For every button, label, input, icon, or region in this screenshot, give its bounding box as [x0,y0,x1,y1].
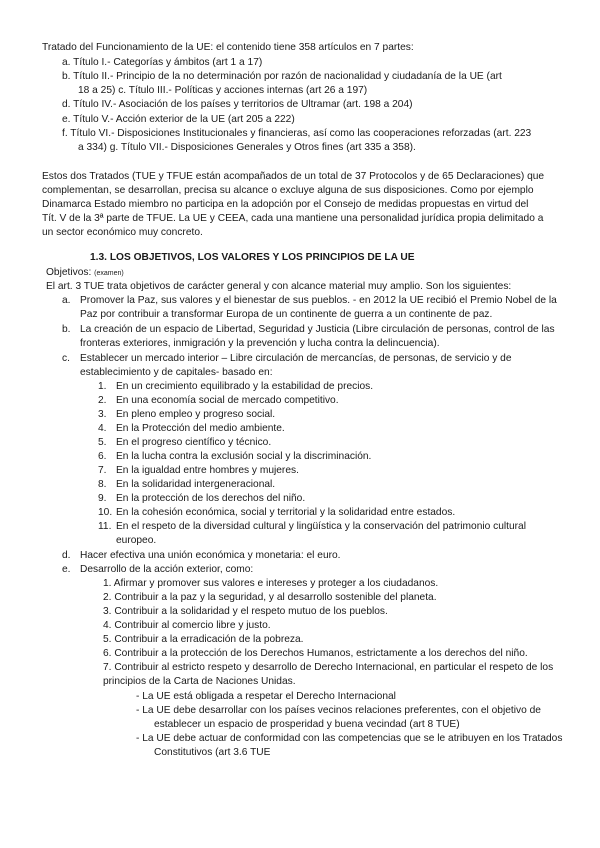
item-a-line: Paz por contribuir a transformar Europa de un continente de guerra a un continente de paz. [80,309,493,320]
item-b-line: fronteras exteriores, inmigración y la prevención y lucha contra la delincuencia). [80,338,440,349]
section-title: 1.3. LOS OBJETIVOS, LOS VALORES Y LOS PRINCIPIOS DE LA UE [90,252,415,263]
c-sub-number: 10. [98,507,113,518]
list-marker: a. [62,295,71,306]
c-sub-text: En la lucha contra la exclusión social y la discriminación. [116,451,372,462]
list-marker: d. [62,550,71,561]
objetivos-note: (examen) [94,270,124,277]
paragraph-line: Dinamarca Estado miembro no participa en la adopción por el Consejo de medidas propuestas en virtud del [42,199,529,210]
c-sub-number: 11. [98,521,112,532]
c-sub-number: 2. [98,395,107,406]
list-marker: b. [62,324,71,335]
c-sub-text: En un crecimiento equilibrado y la estabilidad de precios. [116,381,374,392]
c-sub-text: En la protección de los derechos del niño. [116,493,306,504]
e-sub-item: 2. Contribuir a la paz y la seguridad, y al desarrollo sostenible del planeta. [103,592,437,603]
c-sub-text: En la igualdad entre hombres y mujeres. [116,465,299,476]
art3-intro: El art. 3 TUE trata objetivos de carácter general y con alcance material muy amplio. Son los siguientes: [46,281,512,292]
c-sub-text: En una economía social de mercado competitivo. [116,395,339,406]
e-sub-item: 5. Contribuir a la erradicación de la pobreza. [103,634,304,645]
e-sub-item: 4. Contribuir al comercio libre y justo. [103,620,271,631]
c-sub-number: 8. [98,479,107,490]
c-sub-number: 9. [98,493,107,504]
item-d-line: Hacer efectiva una unión económica y monetaria: el euro. [80,550,341,561]
item-e-line: Desarrollo de la acción exterior, como: [80,564,254,575]
dash-item: - La UE debe actuar de conformidad con las competencias que se le atribuyen en los Tratados [136,733,563,744]
e-sub-item: 7. Contribuir al estricto respeto y desarrollo de Derecho Internacional, en particular el respeto de los [103,662,554,673]
c-sub-text: En pleno empleo y progreso social. [116,409,276,420]
item-c-line: Establecer un mercado interior – Libre circulación de mercancías, de personas, de servicio y de [80,353,512,364]
e-sub-item: 6. Contribuir a la protección de los Derechos Humanos, estrictamente a los derechos del niño. [103,648,528,659]
item-c-line: establecimiento y de capitales- basado en: [80,367,273,378]
intro-heading: Tratado del Funcionamiento de la UE: el contenido tiene 358 artículos en 7 partes: [42,42,414,53]
dash-item: - La UE debe desarrollar con los países vecinos relaciones preferentes, con el objetivo de [136,705,541,716]
list-marker: c. [62,353,70,364]
e-sub-item: 1. Afirmar y promover sus valores e intereses y proteger a los ciudadanos. [103,578,439,589]
intro-part: 18 a 25) c. Título III.- Políticas y acciones internas (art 26 a 197) [78,85,368,96]
c-sub-text: En la Protección del medio ambiente. [116,423,285,434]
item-a-line: Promover la Paz, sus valores y el bienestar de sus pueblos. - en 2012 la UE recibió el Premio Nobel de la [80,295,557,306]
c-sub-number: 1. [98,381,107,392]
item-b-line: La creación de un espacio de Libertad, Seguridad y Justicia (Libre circulación de personas, control de las [80,324,555,335]
c-sub-number: 7. [98,465,107,476]
intro-part: b. Título II.- Principio de la no determinación por razón de nacionalidad y ciudadanía de la UE (art [62,71,502,82]
c-sub-number: 4. [98,423,107,434]
dash-item: - La UE está obligada a respetar el Derecho Internacional [136,691,396,702]
list-marker: e. [62,564,71,575]
objetivos-label-text: Objetivos: [46,267,92,278]
paragraph-line: complementan, se desarrollan, precisa su alcance o excluye alguna de sus disposiciones. Como por ejemplo [42,185,534,196]
c-sub-number: 5. [98,437,107,448]
c-sub-text: En el progreso científico y técnico. [116,437,272,448]
c-sub-text: En la solidaridad intergeneracional. [116,479,276,490]
dash-item: establecer un espacio de prosperidad y buena vecindad (art 8 TUE) [154,719,460,730]
intro-part: a. Título I.- Categorías y ámbitos (art 1 a 17) [62,57,263,68]
c-sub-text: En la cohesión económica, social y territorial y la solidaridad entre estados. [116,507,456,518]
c-sub-number: 6. [98,451,107,462]
c-sub-number: 3. [98,409,107,420]
paragraph-line: Estos dos Tratados (TUE y TFUE están acompañados de un total de 37 Protocolos y de 65 Declaraciones) que [42,171,545,182]
e-sub-item: 3. Contribuir a la solidaridad y el respeto mutuo de los pueblos. [103,606,388,617]
paragraph-line: Tít. V de la 3ª parte de TFUE. La UE y CEEA, cada una mantiene una personalidad jurídica propia delimitado a [42,213,544,224]
e-sub-item: principios de la Carta de Naciones Unidas. [103,676,296,687]
c-sub-text: En el respeto de la diversidad cultural y lingüística y la conservación del patrimonio cultural [116,521,526,532]
c-sub-continuation: europeo. [116,535,157,546]
intro-part: a 334) g. Título VII.- Disposiciones Generales y Otros fines (art 335 a 358). [78,142,416,153]
intro-part: f. Título VI.- Disposiciones Institucionales y financieras, así como las cooperaciones reforzadas (art. 223 [62,128,532,139]
intro-part: e. Título V.- Acción exterior de la UE (art 205 a 222) [62,114,295,125]
intro-part: d. Título IV.- Asociación de los países y territorios de Ultramar (art. 198 a 204) [62,99,413,110]
dash-item: Constitutivos (art 3.6 TUE [154,747,271,758]
objetivos-label [46,267,124,280]
paragraph-line: un sector económico muy concreto. [42,227,203,238]
